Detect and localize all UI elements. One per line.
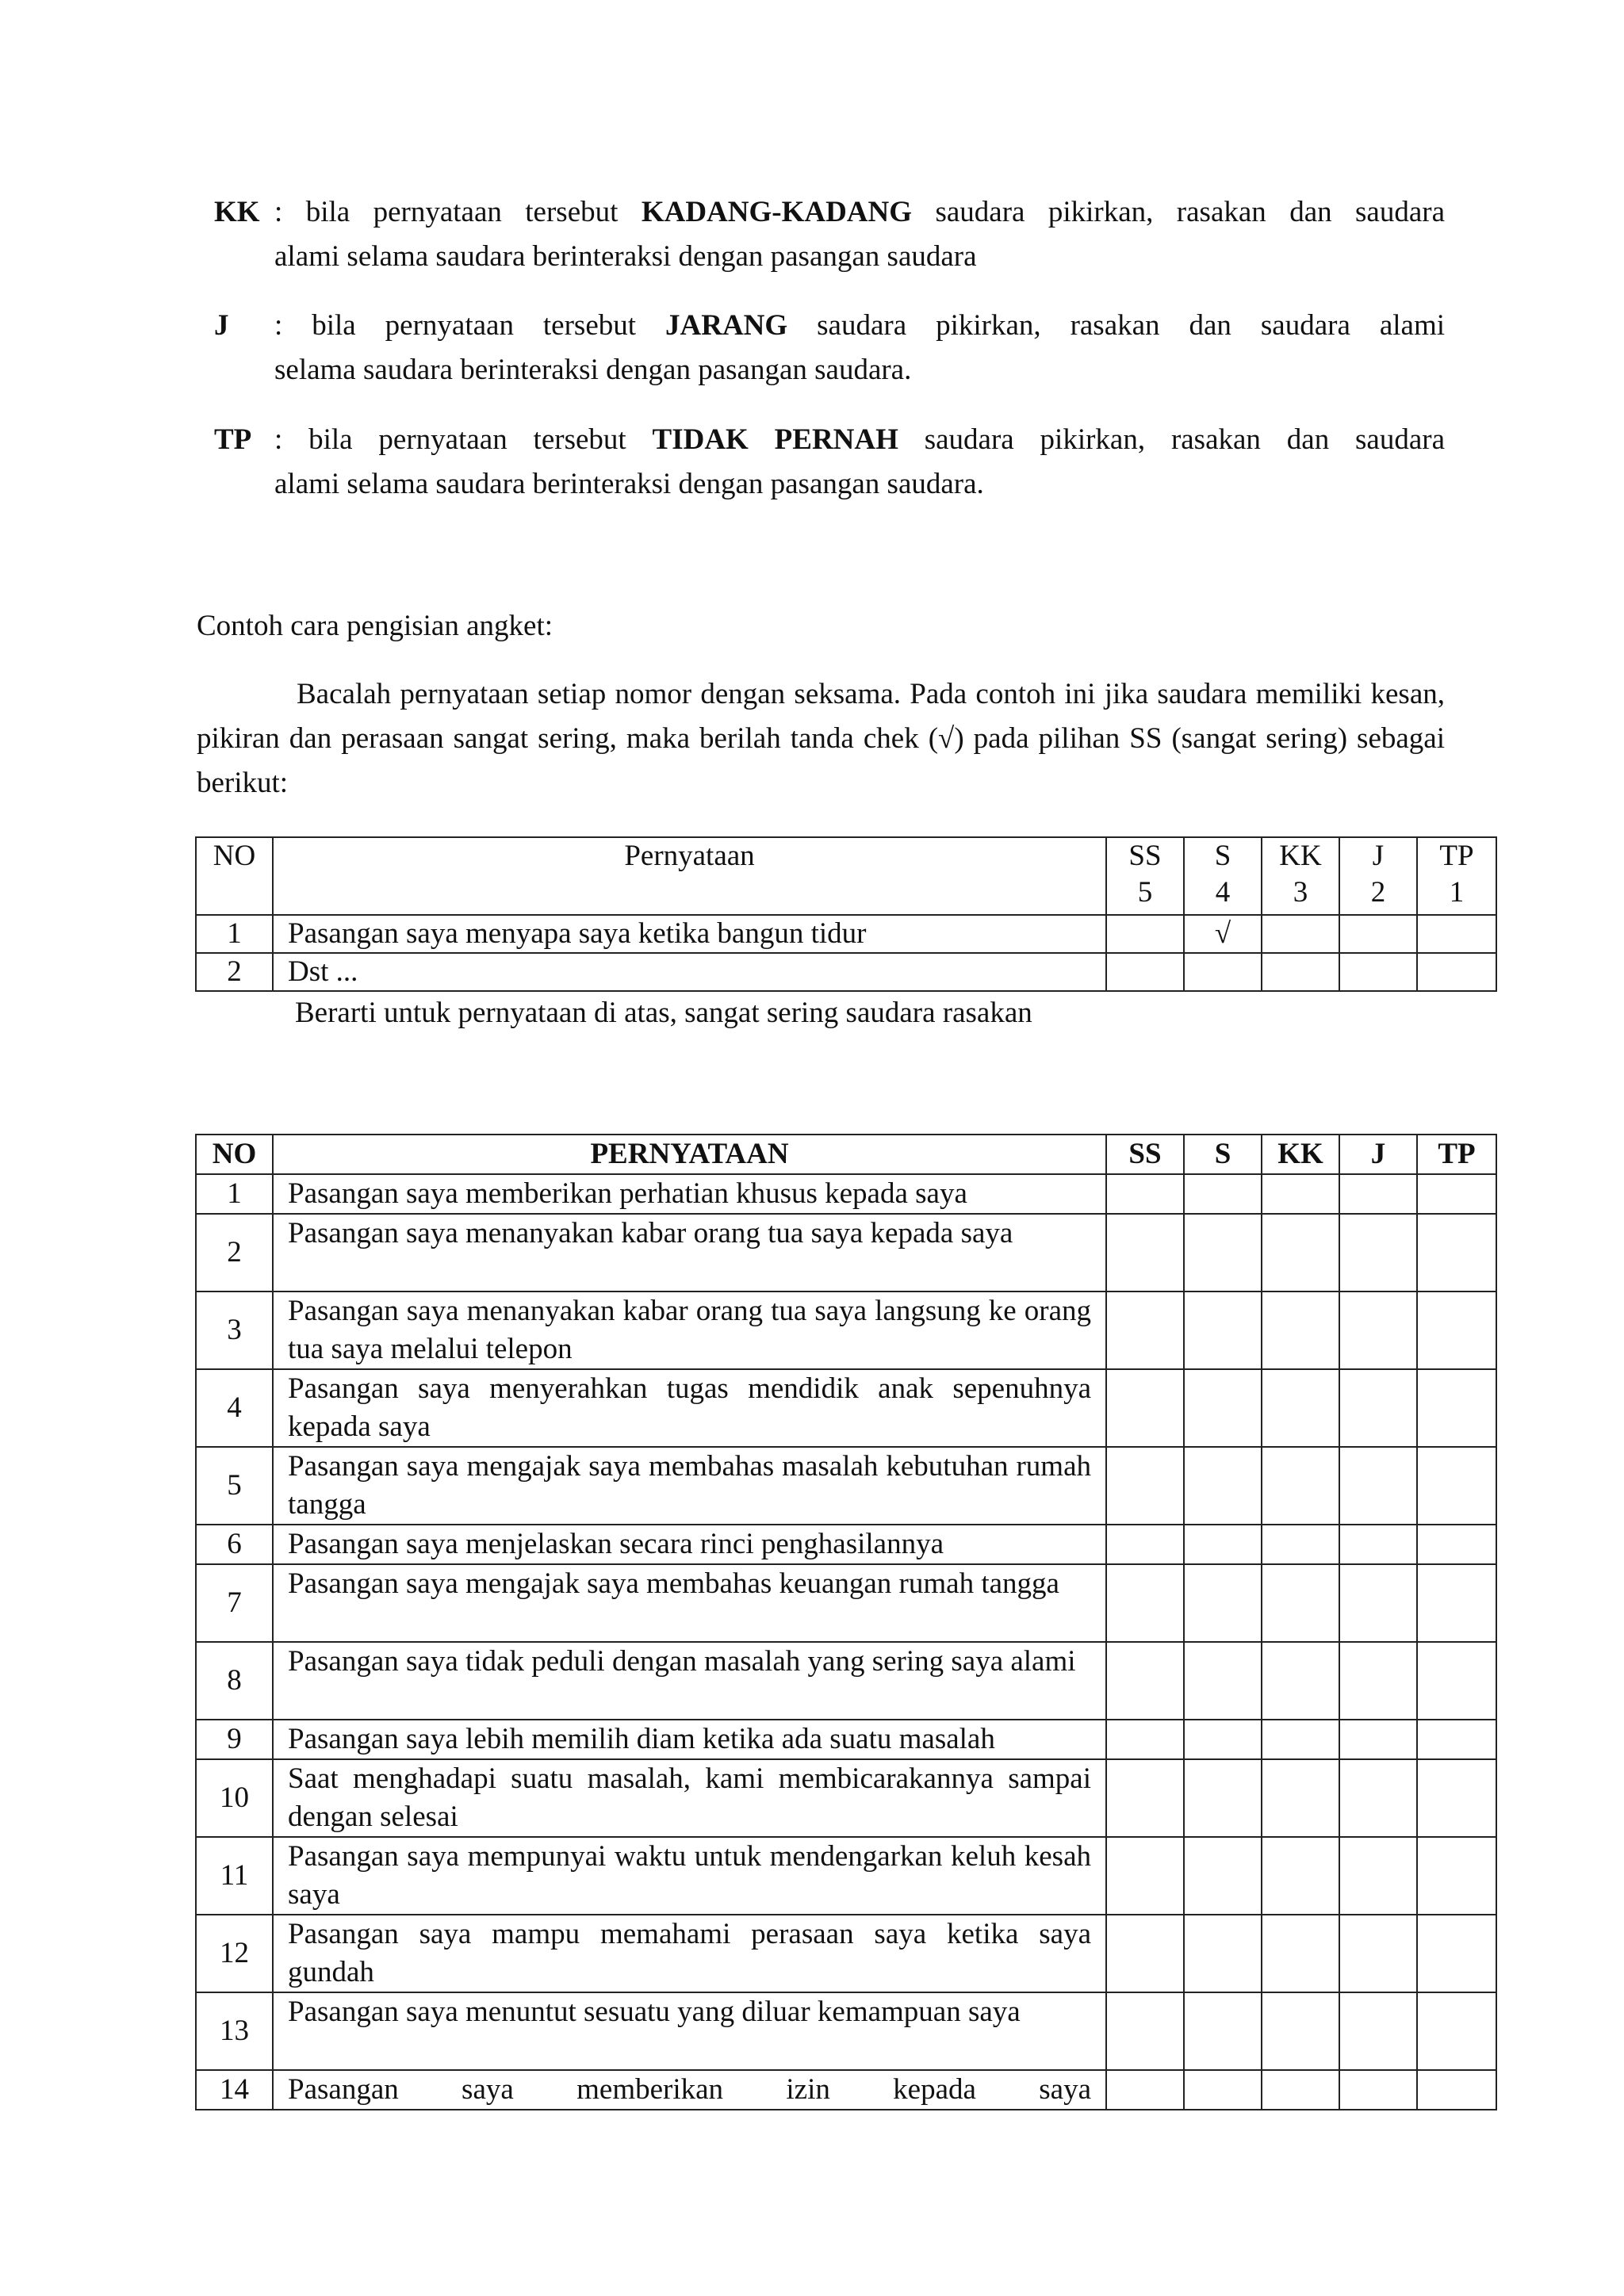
example-header-row [196,837,1496,915]
row-statement: Pasangan saya mempunyai waktu untuk mendengarkan keluh kesah saya [273,1837,1106,1915]
example-header-s [1184,837,1262,915]
answer-cell-tp[interactable] [1417,1214,1496,1292]
definition-text [274,190,1445,279]
example-header-statement: Pernyataan [273,837,1106,915]
row-statement: Saat menghadapi suatu masalah, kami membicarakannya sampai dengan selesai [273,1759,1106,1837]
answer-cell-kk[interactable] [1262,2070,1339,2110]
answer-cell-kk[interactable] [1262,1174,1339,1214]
answer-cell-kk[interactable] [1262,1525,1339,1564]
option-label: KK [1279,840,1322,872]
header-s: S [1184,1135,1262,1174]
definition-line-1 [214,418,1445,462]
row-statement: Pasangan saya lebih memilih diam ketika ada suatu masalah [273,1720,1106,1759]
row-statement: Pasangan saya mengajak saya membahas masalah kebutuhan rumah tangga [273,1447,1106,1525]
definition-abbr: J [214,309,229,342]
answer-cell-s[interactable] [1184,1720,1262,1759]
example-cell-j [1339,953,1417,991]
answer-cell-tp[interactable] [1417,1292,1496,1369]
definition-tp [214,418,1445,507]
definition-j [214,304,1445,392]
questionnaire-row [196,1915,1496,1992]
answer-cell-s[interactable] [1184,1837,1262,1915]
header-statement: PERNYATAAN [273,1135,1106,1174]
questionnaire-row [196,1214,1496,1292]
example-row [196,915,1496,953]
example-row-statement: Dst ... [273,953,1106,991]
row-statement: Pasangan saya menuntut sesuatu yang diluar kemampuan saya [273,1992,1106,2070]
example-cell-ss [1106,915,1184,953]
answer-cell-s[interactable] [1184,1447,1262,1525]
questionnaire-row [196,1642,1496,1720]
answer-cell-j[interactable] [1339,1915,1417,1992]
header-no: NO [196,1135,273,1174]
answer-cell-j[interactable] [1339,1292,1417,1369]
questionnaire-row [196,1837,1496,1915]
row-statement: Pasangan saya menanyakan kabar orang tua saya kepada saya [273,1214,1106,1292]
example-cell-kk [1262,953,1339,991]
answer-cell-s[interactable] [1184,1174,1262,1214]
questionnaire-row [196,1720,1496,1759]
answer-cell-s[interactable] [1184,1369,1262,1447]
answer-cell-ss[interactable] [1106,1642,1184,1720]
example-cell-s [1184,953,1262,991]
answer-cell-kk[interactable] [1262,1369,1339,1447]
answer-cell-s[interactable] [1184,1525,1262,1564]
questionnaire-table [195,1134,1497,2110]
answer-cell-tp[interactable] [1417,1992,1496,2070]
row-statement: Pasangan saya mengajak saya membahas keuangan rumah tangga [273,1564,1106,1642]
answer-cell-j[interactable] [1339,1720,1417,1759]
row-number: 7 [196,1564,273,1642]
definition-line-2: alami selama saudara berinteraksi dengan pasangan saudara [274,240,977,273]
definition-line-2: selama saudara berinteraksi dengan pasangan saudara. [274,354,912,386]
example-row [196,953,1496,991]
row-statement: Pasangan saya mampu memahami perasaan saya ketika saya gundah [273,1915,1106,1992]
answer-cell-ss[interactable] [1106,1214,1184,1292]
definition-post: saudara pikirkan, rasakan dan saudara [935,196,1446,228]
definition-post: saudara pikirkan, rasakan dan saudara alami [817,309,1446,342]
answer-cell-ss[interactable] [1106,1525,1184,1564]
definition-pre: : bila pernyataan tersebut [274,196,619,228]
row-statement: Pasangan saya menanyakan kabar orang tua saya langsung ke orang tua saya melalui telepon [273,1292,1106,1369]
answer-cell-s[interactable] [1184,1292,1262,1369]
questionnaire-row [196,1369,1496,1447]
header-ss: SS [1106,1135,1184,1174]
answer-cell-j[interactable] [1339,2070,1417,2110]
definition-pre: : bila pernyataan tersebut [274,423,626,456]
answer-cell-ss[interactable] [1106,1992,1184,2070]
answer-cell-kk[interactable] [1262,1564,1339,1642]
answer-cell-tp[interactable] [1417,1837,1496,1915]
answer-cell-j[interactable] [1339,1214,1417,1292]
answer-cell-s[interactable] [1184,2070,1262,2110]
questionnaire-row [196,1174,1496,1214]
row-statement: Pasangan saya tidak peduli dengan masalah yang sering saya alami [273,1642,1106,1720]
row-number: 1 [196,1174,273,1214]
answer-cell-ss[interactable] [1106,1174,1184,1214]
definition-text [274,418,1445,507]
row-statement: Pasangan saya memberikan izin kepada saya [273,2070,1106,2110]
row-number: 4 [196,1369,273,1447]
answer-cell-kk[interactable] [1262,1447,1339,1525]
answer-cell-kk[interactable] [1262,1915,1339,1992]
definition-line-1 [214,190,1445,235]
definition-abbr: TP [214,423,252,456]
option-score: 1 [1449,876,1465,909]
answer-cell-kk[interactable] [1262,1837,1339,1915]
questionnaire-row [196,1992,1496,2070]
example-row-no: 1 [196,915,273,953]
example-header-tp [1417,837,1496,915]
answer-cell-j[interactable] [1339,1174,1417,1214]
row-number: 10 [196,1759,273,1837]
row-number: 9 [196,1720,273,1759]
questionnaire-row [196,1759,1496,1837]
answer-cell-tp[interactable] [1417,1759,1496,1837]
example-table [195,836,1497,992]
example-header-no: NO [196,837,273,915]
questionnaire-row [196,1447,1496,1525]
example-note: Berarti untuk pernyataan di atas, sangat sering saudara rasakan [295,997,1032,1029]
row-number: 2 [196,1214,273,1292]
header-j: J [1339,1135,1417,1174]
answer-cell-kk[interactable] [1262,1214,1339,1292]
answer-cell-tp[interactable] [1417,1642,1496,1720]
example-header-kk [1262,837,1339,915]
answer-cell-s[interactable] [1184,1915,1262,1992]
example-cell-tp [1417,915,1496,953]
option-score: 5 [1137,876,1153,909]
definition-keyword: JARANG [665,309,788,342]
answer-cell-kk[interactable] [1262,1992,1339,2070]
definition-pre: : bila pernyataan tersebut [274,309,637,342]
questionnaire-row [196,2070,1496,2110]
example-cell-s: √ [1184,915,1262,953]
answer-cell-kk[interactable] [1262,1292,1339,1369]
example-cell-kk [1262,915,1339,953]
answer-cell-j[interactable] [1339,1447,1417,1525]
row-number: 11 [196,1837,273,1915]
answer-cell-tp[interactable] [1417,1564,1496,1642]
answer-cell-j[interactable] [1339,1992,1417,2070]
example-header-j [1339,837,1417,915]
example-heading: Contoh cara pengisian angket: [197,610,553,642]
answer-cell-j[interactable] [1339,1759,1417,1837]
answer-cell-ss[interactable] [1106,1837,1184,1915]
definition-post: saudara pikirkan, rasakan dan saudara [924,423,1446,456]
example-cell-tp [1417,953,1496,991]
definition-kk [214,190,1445,279]
answer-cell-ss[interactable] [1106,1369,1184,1447]
definition-line-1 [214,304,1445,348]
example-header-ss [1106,837,1184,915]
questionnaire-row [196,1564,1496,1642]
answer-cell-ss[interactable] [1106,1720,1184,1759]
answer-cell-j[interactable] [1339,1525,1417,1564]
example-row-statement: Pasangan saya menyapa saya ketika bangun tidur [273,915,1106,953]
answer-cell-s[interactable] [1184,1759,1262,1837]
row-number: 8 [196,1642,273,1720]
answer-cell-ss[interactable] [1106,1564,1184,1642]
definition-keyword: TIDAK PERNAH [652,423,898,456]
example-row-no: 2 [196,953,273,991]
row-statement: Pasangan saya menyerahkan tugas mendidik anak sepenuhnya kepada saya [273,1369,1106,1447]
questionnaire-header-row [196,1135,1496,1174]
option-label: S [1214,840,1231,872]
answer-cell-j[interactable] [1339,1564,1417,1642]
answer-cell-tp[interactable] [1417,1447,1496,1525]
answer-cell-ss[interactable] [1106,1915,1184,1992]
questionnaire-row [196,1525,1496,1564]
answer-cell-kk[interactable] [1262,1720,1339,1759]
row-number: 5 [196,1447,273,1525]
answer-cell-s[interactable] [1184,1642,1262,1720]
answer-cell-j[interactable] [1339,1642,1417,1720]
answer-cell-ss[interactable] [1106,2070,1184,2110]
definition-abbr: KK [214,196,260,228]
answer-cell-s[interactable] [1184,1564,1262,1642]
option-score: 3 [1293,876,1308,909]
answer-cell-tp[interactable] [1417,1915,1496,1992]
option-label: J [1372,840,1385,872]
answer-cell-kk[interactable] [1262,1642,1339,1720]
option-label: SS [1128,840,1162,872]
answer-cell-tp[interactable] [1417,1174,1496,1214]
row-statement: Pasangan saya menjelaskan secara rinci penghasilannya [273,1525,1106,1564]
answer-cell-ss[interactable] [1106,1447,1184,1525]
answer-cell-kk[interactable] [1262,1759,1339,1837]
row-number: 3 [196,1292,273,1369]
definition-text [274,304,1445,392]
answer-cell-s[interactable] [1184,1214,1262,1292]
row-statement: Pasangan saya memberikan perhatian khusus kepada saya [273,1174,1106,1214]
answer-cell-tp[interactable] [1417,2070,1496,2110]
answer-cell-ss[interactable] [1106,1759,1184,1837]
option-score: 2 [1370,876,1386,909]
answer-cell-tp[interactable] [1417,1720,1496,1759]
answer-cell-ss[interactable] [1106,1292,1184,1369]
questionnaire-row [196,1292,1496,1369]
option-score: 4 [1215,876,1231,909]
example-cell-ss [1106,953,1184,991]
row-number: 12 [196,1915,273,1992]
example-cell-j [1339,915,1417,953]
header-tp: TP [1417,1135,1496,1174]
answer-cell-tp[interactable] [1417,1525,1496,1564]
row-number: 6 [196,1525,273,1564]
answer-cell-j[interactable] [1339,1837,1417,1915]
definition-keyword: KADANG-KADANG [641,196,913,228]
answer-cell-j[interactable] [1339,1369,1417,1447]
header-kk: KK [1262,1135,1339,1174]
definition-line-2: alami selama saudara berinteraksi dengan pasangan saudara. [274,468,984,500]
answer-cell-tp[interactable] [1417,1369,1496,1447]
row-number: 13 [196,1992,273,2070]
instruction-paragraph: Bacalah pernyataan setiap nomor dengan seksama. Pada contoh ini jika saudara memiliki kesan, pikiran dan perasaan sangat sering, maka berilah tanda chek (√) pada pilihan SS (sangat sering) sebagai berikut: [197,678,1445,799]
answer-cell-s[interactable] [1184,1992,1262,2070]
row-number: 14 [196,2070,273,2110]
option-label: TP [1439,840,1474,872]
